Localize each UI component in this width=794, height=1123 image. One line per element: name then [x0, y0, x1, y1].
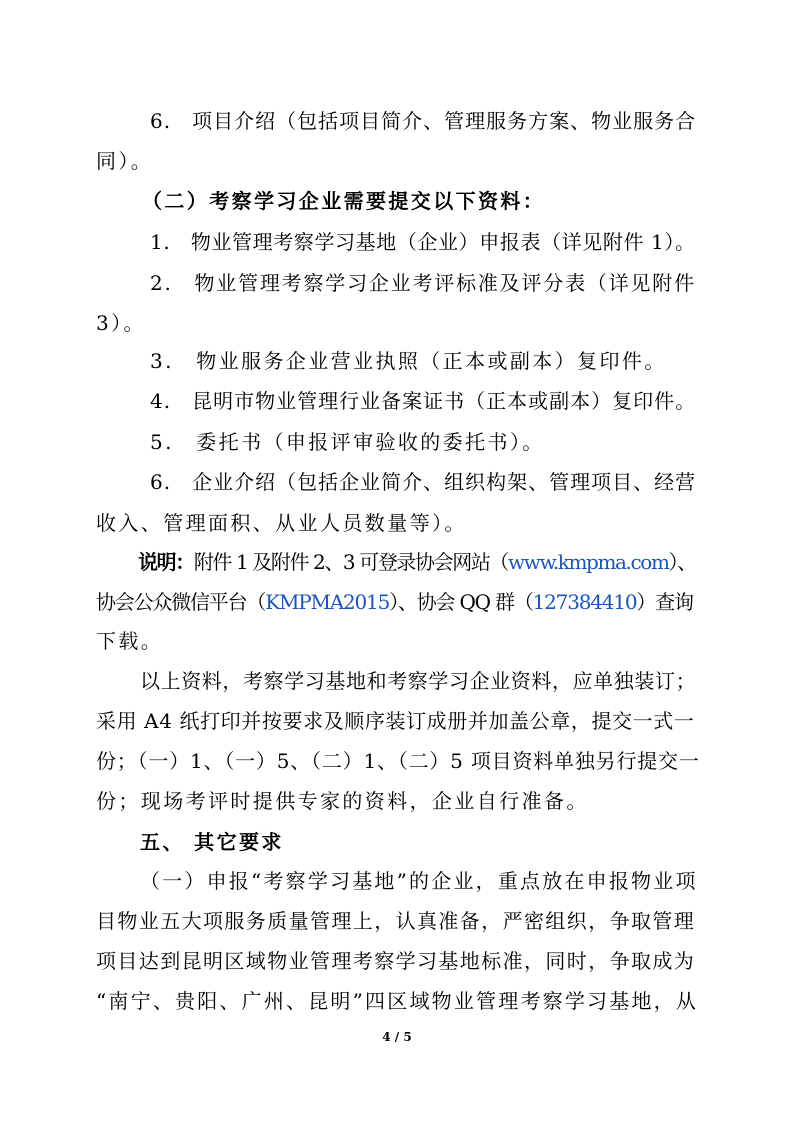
- paragraph-line: 采用 A4 纸打印并按要求及顺序装订成册并加盖公章，提交一式一: [96, 709, 695, 733]
- website-link[interactable]: www.kmpma.com: [508, 550, 669, 574]
- paragraph-line: 项目达到昆明区域物业管理考察学习基地标准，同时，争取成为: [96, 949, 696, 973]
- paragraph-line: “南宁、贵阳、广州、昆明”四区域物业管理考察学习基地，从: [96, 989, 699, 1013]
- note-line-1: 说明：附件 1 及附件 2、3 可登录协会网站（www.kmpma.com）、: [138, 550, 696, 574]
- note-line-2: 协会公众微信平台（KMPMA2015）、协会 QQ 群（127384410）查询: [96, 590, 693, 614]
- paragraph-line: （一）申报“考察学习基地”的企业，重点放在申报物业项: [140, 869, 698, 893]
- note-line-3: 下载。: [96, 629, 164, 653]
- page-number: 4 / 5: [382, 1030, 412, 1044]
- wechat-link[interactable]: KMPMA2015: [265, 590, 390, 614]
- list-item: 5. 委托书（申报评审验收的委托书）。: [150, 430, 545, 454]
- paragraph-line: 份；现场考评时提供专家的资料，企业自行准备。: [96, 789, 589, 813]
- subsection-heading: （二）考察学习企业需要提交以下资料：: [142, 189, 546, 213]
- list-item: 4. 昆明市物业管理行业备案证书（正本或副本）复印件。: [150, 389, 697, 413]
- list-item: 1. 物业管理考察学习基地（企业）申报表（详见附件 1）。: [150, 230, 696, 254]
- list-item-continuation: 3）。: [96, 311, 146, 335]
- list-item-continuation: 收入、管理面积、从业人员数量等）。: [96, 511, 467, 535]
- list-item: 2. 物业管理考察学习企业考评标准及评分表（详见附件: [150, 271, 696, 295]
- list-item: 3. 物业服务企业营业执照（正本或副本）复印件。: [150, 349, 667, 373]
- paragraph-line: 份；（一）1、（一）5、（二）1、（二）5 项目资料单独另行提交一: [96, 749, 700, 773]
- paragraph-line: 以上资料，考察学习基地和考察学习企业资料，应单独装订；: [140, 669, 697, 693]
- list-item-project-intro: 6. 项目介绍（包括项目简介、管理服务方案、物业服务合: [150, 109, 697, 133]
- qq-group-link[interactable]: 127384410: [532, 590, 637, 614]
- list-item: 6. 企业介绍（包括企业简介、组织构架、管理项目、经营: [150, 470, 697, 494]
- paragraph-line: 目物业五大项服务质量管理上，认真准备，严密组织，争取管理: [96, 909, 696, 933]
- section-heading: 五、 其它要求: [140, 830, 284, 854]
- list-item-continuation: 同）。: [96, 149, 154, 173]
- note-label: 说明：: [138, 550, 194, 574]
